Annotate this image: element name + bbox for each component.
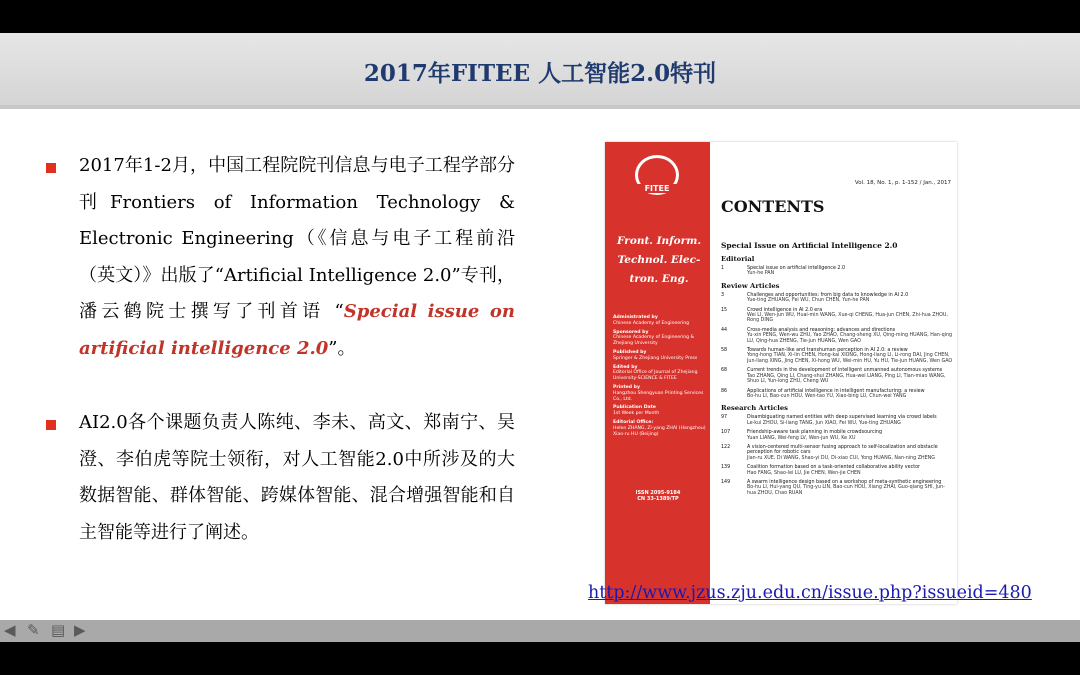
cn-number: CN 33-1389/TP [637,496,679,502]
cover-meta-value: Editorial Office of Journal of Zhejiang University-SCIENCE & FITEE [613,370,698,382]
toc-entry-body [747,293,953,304]
toc-page-number: 44 [721,327,728,333]
issue-link[interactable]: http://www.jzus.zju.edu.cn/issue.php?issueid=480 [588,583,1032,603]
toc-authors: Le-kui ZHOU, Si-liang TANG, Jun XIAO, Fei WU, Yue-ting ZHUANG [747,420,901,426]
issn: ISSN 2095-9184 [635,490,681,496]
paragraph-1-tail: ”。 [328,337,356,359]
toc-entry-body [747,389,953,400]
toc-page-number: 15 [721,307,728,313]
cover-meta-label: Printed by [613,384,640,390]
toc-entry-body [747,368,953,384]
toc-authors: Hao FANG, Shao-lei LU, Jie CHEN, Wen-jie CHEN [747,470,861,476]
editorial-list [721,266,953,277]
cover-meta-value: Hangzhou Shengyuan Printing Services Co., Ltd. [613,390,704,402]
cover-meta-entry [613,350,709,362]
arrow-left-icon[interactable]: ◀ [4,621,16,639]
toc-title: Coalition formation based on a task-oriented collaborative ability vector [747,465,920,471]
toc-entry [721,328,953,344]
toc-entry [721,465,953,476]
toc-entry [721,389,953,400]
toc-page-number: 68 [721,368,728,374]
cover-meta-entry [613,405,709,417]
toc-page-number: 97 [721,415,728,421]
cover-meta-entry [613,330,709,347]
menu-icon[interactable]: ▤ [51,621,66,639]
toc-authors: Bo-hu LI, Hui-yang QU, Ting-yu LIN, Bao-cun HOU, Xiang ZHAI, Guo-qiang SHI, Jun-hua ZHOU, Chao RUAN [747,485,945,496]
bullet-square [46,163,56,173]
toc-title: Crowd intelligence in AI 2.0 era [747,307,823,313]
slide-title: 2017年FITEE 人工智能2.0特刊 [363,60,717,87]
toc-entry [721,415,953,426]
toc-title: Special issue on artificial intelligence 2.0 [747,266,846,271]
toc-page-number: 122 [721,444,731,450]
toc-entry-body [747,465,953,476]
toc-page-number: 1 [721,266,725,271]
cover-meta-value: Springer & Zhejiang University Press [613,355,698,361]
toc-authors: Yuan LIANG, Wei-feng LV, Wen-jun WU, Ke XU [747,435,856,441]
journal-name [613,232,705,289]
special-issue-heading: Special Issue on Artificial Intelligence 2.0 [721,241,898,250]
cover-meta-label: Publication Date [613,405,656,411]
toc-title: Applications of artificial intelligence in intelligent manufacturing: a review [747,388,925,394]
cover-meta-entry [613,365,709,382]
review-list [721,293,953,400]
toc-entry [721,293,953,304]
toc-page-number: 149 [721,479,731,485]
cover-issn [613,490,703,502]
cover-meta-entry [613,385,709,402]
toc-entry [721,348,953,364]
contents-heading: CONTENTS [721,197,825,216]
paragraph-2: AI2.0各个课题负责人陈纯、李未、高文、郑南宁、吴澄、李伯虎等院士领衔，对人工智能2.0中所涉及的大数据智能、群体智能、跨媒体智能、混合增强智能和自主智能等进行了阐述。 [79,412,515,543]
toc-page-number: 86 [721,388,728,394]
toc-entry-body [747,266,953,277]
toc-authors: Yun-he PAN [747,271,775,277]
toc-entry-body [747,480,953,496]
volume-line: Vol. 18, No. 1, p. 1-152 / Jan., 2017 [854,180,951,186]
toc-title: Towards human-like and transhuman perception in AI 2.0: a review [747,348,908,354]
toc-entry-body [747,328,953,344]
slideshow-nav-bar [0,620,1080,642]
cover-meta-value: Chinese Academy of Engineering [613,320,690,326]
toc-authors: Jian-ru XUE, Di WANG, Shao-yi DU, Di-xiao CUI, Yong HUANG, Nan-ning ZHENG [747,455,935,461]
cover-meta-entry [613,420,709,437]
toc-authors: Yu-xin PENG, Wen-wu ZHU, Yao ZHAO, Chang-sheng XU, Qing-ming HUANG, Han-qing LU, Qing-hua ZHENG, Tie-jun HUANG, Wen GAO [747,333,953,344]
paragraph-1-highlight: Special issue on artificial intelligence 2.0 [79,301,515,359]
paragraph-1 [79,148,515,367]
toc-entry-body [747,415,953,426]
cover-meta-label: Administrated by [613,315,658,320]
toc-page-number: 107 [721,430,731,436]
toc-authors: Wei LI, Wen-jun WU, Huai-min WANG, Xue-qi CHENG, Hua-jun CHEN, Zhi-hua ZHOU, Rong DING [747,313,948,324]
toc-authors: Yong-hong TIAN, Xi-lin CHEN, Hong-kai XIONG, Hong-liang LI, Li-rong DAI, Jing CHEN, Jun-liang XING, Jing CHEN, Xi-hong WU, Wei-min HU, Yu HU, Tie-jun HUANG, Wen GAO [747,353,953,364]
title-divider [0,105,1080,109]
review-heading: Review Articles [721,281,780,290]
toc-entry [721,308,953,324]
editorial-heading: Editorial [721,255,755,263]
cover-meta-label: Published by [613,349,647,355]
arrow-right-icon[interactable]: ▶ [74,621,86,639]
toc-page-number: 3 [721,292,725,298]
toc-title: A swarm intelligence design based on a workshop of meta-synthetic engineering [747,479,942,485]
journal-name-line: tron. Eng. [629,273,689,285]
cover-meta-label: Editorial Office: [613,419,654,425]
toc-authors: Yue-ting ZHUANG, Fei WU, Chun CHEN, Yun-he PAN [747,298,870,304]
toc-title: Disambiguating named entities with deep supervised learning via crowd labels [747,415,937,421]
toc-title: A vision-centered multi-sensor fusing approach to self-localization and obstacle perception for robotic cars [747,444,938,456]
toc-title: Friendship-aware task planning in mobile crowdsourcing [747,430,883,436]
toc-title: Current trends in the development of intelligent unmanned autonomous systems [747,368,943,374]
toc-authors: Tao ZHANG, Qing LI, Chang-shui ZHANG, Hua-wei LIANG, Ping LI, Tian-miao WANG, Shuo LI, Yun-long ZHU, Cheng WU [747,373,946,385]
paragraph-1-text: 2017年1-2月，中国工程院院刊信息与电子工程学部分刊Frontiers of Information Technology & Electronic Engineering（《信息与电子工程前沿（英文）》出版了“Artificial Intelligence 2.0”专刊，潘云鹤院士撰写了刊首语 “ [79,155,515,322]
cover-meta-entry [613,315,709,327]
journal-logo-text: FITEE [627,184,687,193]
bullet-square [46,420,56,430]
toc-title: Challenges and opportunities: from big data to knowledge in AI 2.0 [747,292,909,298]
toc-entry-body [747,348,953,364]
title-band [0,33,1080,109]
toc-entry-body [747,308,953,324]
journal-cover-image [605,142,957,604]
cover-meta-label: Edited by [613,364,638,370]
research-heading: Research Articles [721,404,789,413]
toc-authors: Bo-hu LI, Bao-cun HOU, Wen-tao YU, Xiao-bing LU, Chun-wei YANG [747,393,907,399]
cover-meta-value: Helen ZHANG, Zi-yang ZHAI (Hangzhou) Xiao-ru HU (Beijing) [613,425,706,437]
toc-page-number: 139 [721,465,731,471]
toc-entry-body [747,430,953,441]
toc-entry [721,430,953,441]
journal-name-line: Technol. Elec- [617,254,701,266]
toc-entry [721,368,953,384]
slide [0,33,1080,642]
pen-icon[interactable]: ✎ [27,621,40,639]
cover-meta-label: Sponsored by [613,329,649,335]
research-list [721,415,953,496]
toc-title: Cross-media analysis and reasoning: advances and directions [747,327,896,333]
toc-entry [721,480,953,496]
cover-strip [605,142,710,604]
toc-entry [721,266,953,277]
cover-meta [613,315,709,440]
toc-page-number: 58 [721,348,728,354]
journal-name-line: Front. Inform. [617,235,701,247]
toc-entry [721,445,953,461]
table-of-contents [721,241,953,500]
cover-meta-value: 1st Week per Month [613,411,660,417]
cover-meta-value: Chinese Academy of Engineering & Zhejiang University [613,335,695,347]
toc-entry-body [747,445,953,461]
